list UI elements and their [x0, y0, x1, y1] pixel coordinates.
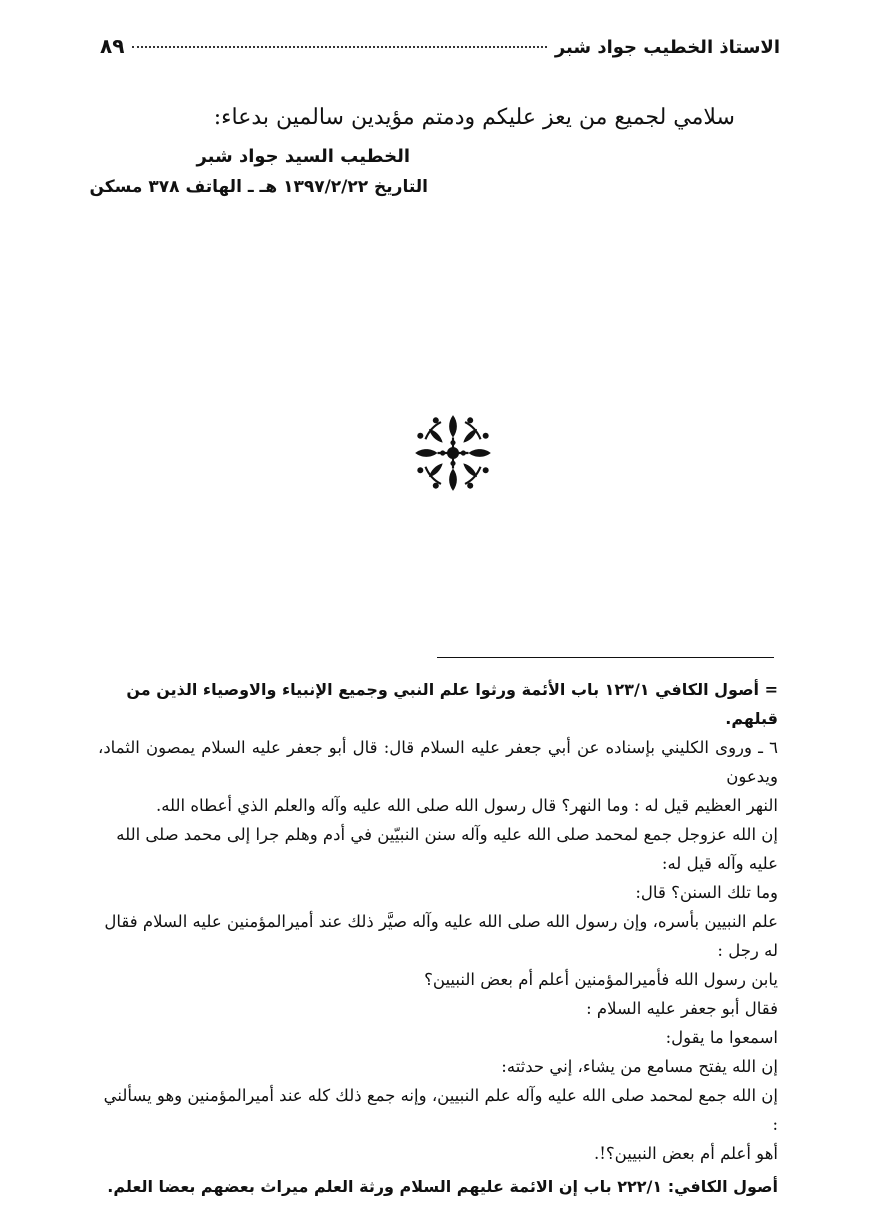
footnote-line: إن الله جمع لمحمد صلى الله عليه وآله علم النبيين، وإنه جمع ذلك كله عند أميرالمؤمنين وهو يسألني : [103, 1086, 778, 1134]
closing-greeting: سلامي لجميع من يعز عليكم ودمتم مؤيدين سالمين بدعاء: [213, 105, 735, 130]
footnote-line: اسمعوا ما يقول: [665, 1028, 778, 1047]
footnotes [98, 675, 778, 1201]
footnote-line: ٦ ـ وروى الكليني بإسناده عن أبي جعفر عليه السلام قال: قال أبو جعفر عليه السلام يمصون الثماد، ويدعون [98, 738, 778, 786]
footnote-line: يابن رسول الله فأميرالمؤمنين أعلم أم بعض النبيين؟ [424, 970, 778, 989]
footnote-separator [437, 657, 774, 658]
footnote-line: إن الله عزوجل جمع لمحمد صلى الله عليه وآله سنن النبيّين في أدم وهلم جرا إلى محمد صلى الله عليه وآله قيل له: [116, 825, 778, 873]
signature-date: التاريخ ١٣٩٧/٢/٢٢ هـ ـ الهاتف ٣٧٨ مسكن [89, 177, 428, 197]
footnote-line: فقال أبو جعفر عليه السلام : [586, 999, 778, 1018]
footnote-line: إن الله يفتح مسامع من يشاء، إني حدثته: [501, 1057, 778, 1076]
footnote-line: علم النبيين بأسره، وإن رسول الله صلى الله عليه وآله صيَّر ذلك عند أميرالمؤمنين عليه السلام فقال له رجل : [104, 912, 778, 960]
page-number: ٨٩ [100, 34, 125, 58]
running-header [100, 34, 780, 64]
footnote-line: = أصول الكافي ١٢٣/١ باب الأئمة ورثوا علم النبي وجميع الإنبياء والاوصياء الذين من قبلهم. [126, 680, 778, 728]
header-title: الاستاذ الخطيب جواد شبر [554, 37, 780, 58]
header-dot-leader [132, 46, 546, 48]
footnote-line: أصول الكافي: ٢٢٢/١ باب إن الائمة عليهم السلام ورثة العلم ميراث بعضهم بعضا العلم. [107, 1177, 778, 1196]
footnote-line: وما تلك السنن؟ قال: [635, 883, 778, 902]
footnote-line: أهو أعلم أم بعض النبيين؟!. [594, 1144, 778, 1163]
floral-ornament-icon [410, 410, 496, 496]
signature-name: الخطيب السيد جواد شبر [196, 146, 410, 167]
footnote-line: النهر العظيم قيل له : وما النهر؟ قال رسول الله صلى الله عليه وآله والعلم الذي أعطاه الله. [155, 796, 778, 815]
letter-closing [85, 100, 735, 174]
